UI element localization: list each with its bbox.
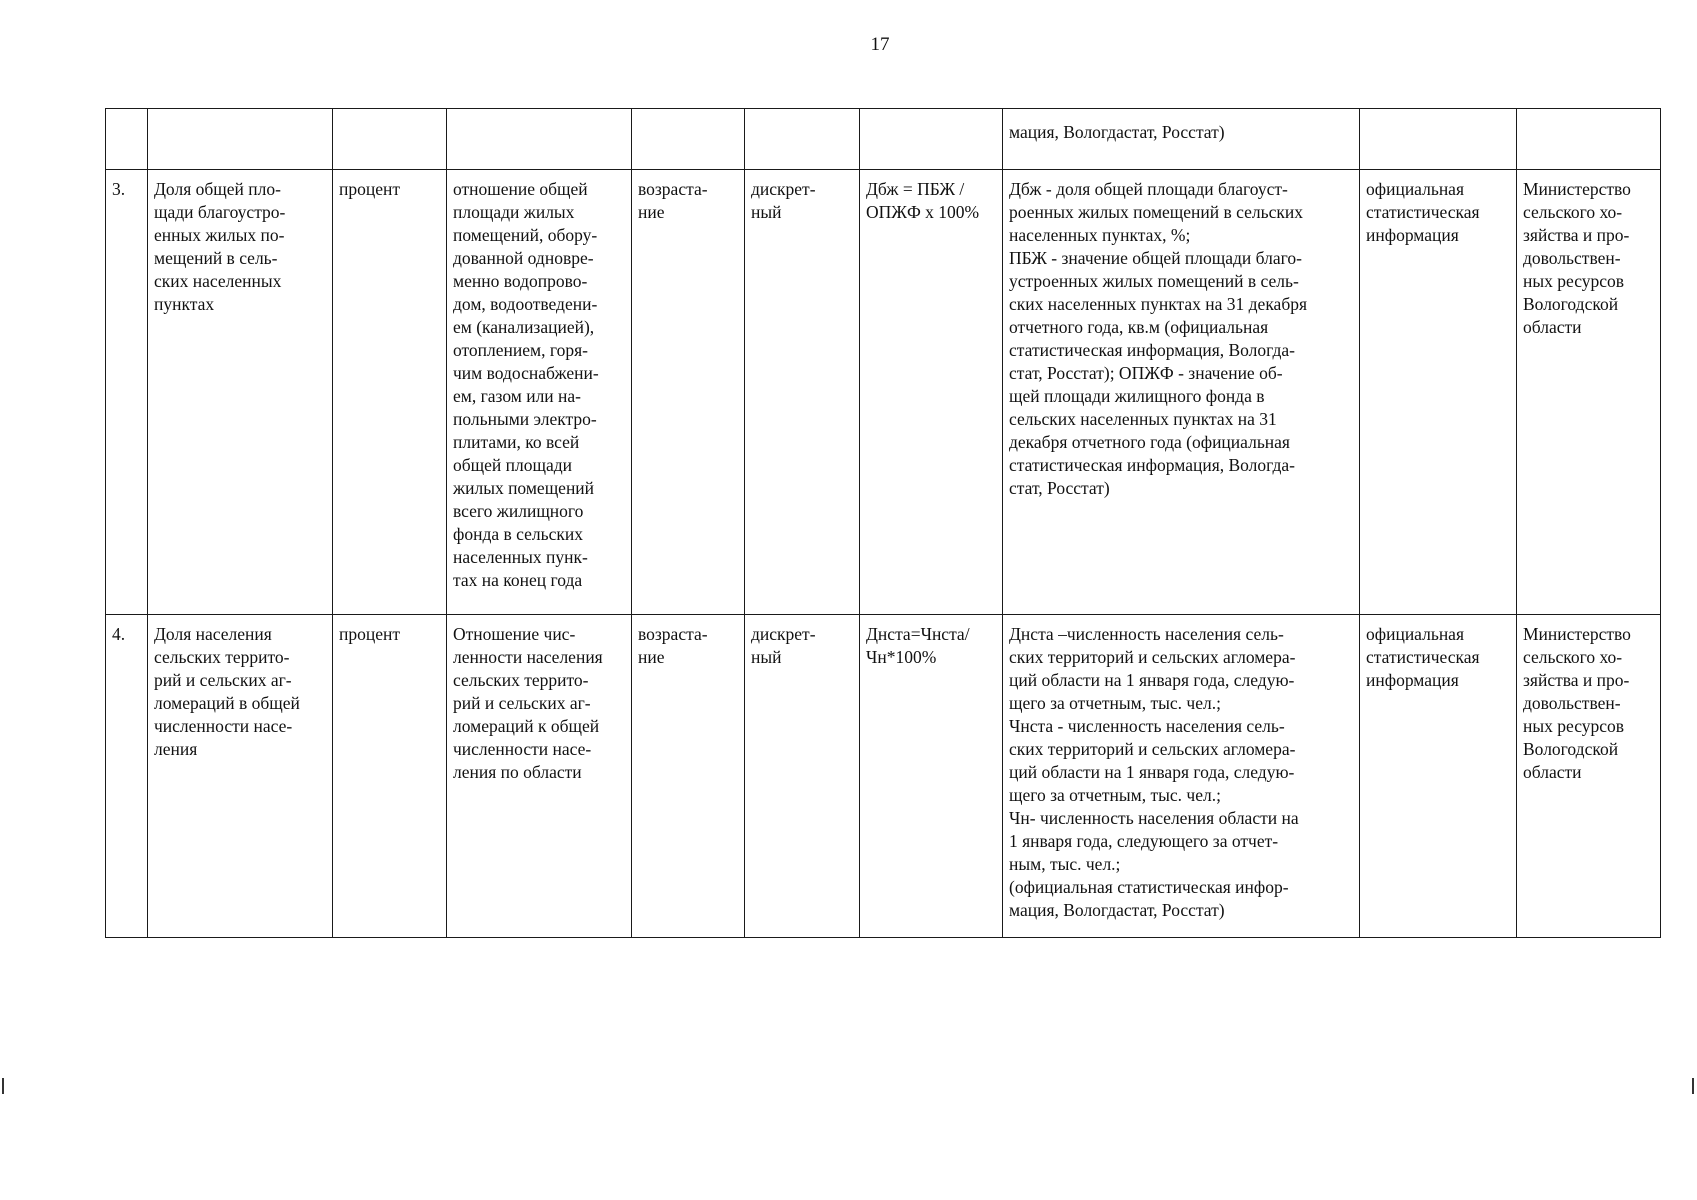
cell-type: дискрет- ный bbox=[745, 170, 860, 615]
cell-name: Доля общей пло- щади благоустро- енных жилых по- мещений в сель- ских населенных пунктах bbox=[148, 170, 333, 615]
cell-trend: возраста- ние bbox=[632, 615, 745, 938]
cell-unit bbox=[333, 109, 447, 170]
cell-formula: Днста=Чнста/ Чн*100% bbox=[860, 615, 1003, 938]
cell-name: Доля населения сельских террито- рий и сельских аг- ломераций в общей численности насе- ления bbox=[148, 615, 333, 938]
cell-num: 3. bbox=[106, 170, 148, 615]
right-margin-mark bbox=[1692, 1078, 1694, 1094]
left-margin-mark bbox=[2, 1078, 4, 1094]
cell-trend: возраста- ние bbox=[632, 170, 745, 615]
cell-source bbox=[1360, 109, 1517, 170]
cell-trend bbox=[632, 109, 745, 170]
cell-formula bbox=[860, 109, 1003, 170]
cell-unit: процент bbox=[333, 615, 447, 938]
table-row bbox=[106, 170, 1661, 615]
cell-source: официальная статистическая информация bbox=[1360, 615, 1517, 938]
table-row bbox=[106, 615, 1661, 938]
cell-definition: отношение общей площади жилых помещений, обору- дованной одновре- менно водопрово- дом, водоотведени- ем (канализацией), отоплением, горя- чим водоснабжени- ем, газом или на- польными электро- плитами, ко всей общей площади жилых помещений всего жилищного фонда в сельских населенных пунк- тах на конец года bbox=[447, 170, 632, 615]
cell-responsible: Министерство сельского хо- зяйства и про- довольствен- ных ресурсов Вологодской области bbox=[1517, 615, 1661, 938]
table-row-continuation bbox=[106, 109, 1661, 170]
cell-formula: Дбж = ПБЖ / ОПЖФ x 100% bbox=[860, 170, 1003, 615]
cell-description: мация, Вологдастат, Росстат) bbox=[1003, 109, 1360, 170]
cell-definition: Отношение чис- ленности населения сельских террито- рий и сельских аг- ломераций к общей численности насе- ления по области bbox=[447, 615, 632, 938]
cell-description: Дбж - доля общей площади благоуст- роенных жилых помещений в сельских населенных пунктах, %; ПБЖ - значение общей площади благо- устроенных жилых помещений в сель- ских населенных пунктах на 31 декабря отчетного года, кв.м (официальная статистическая информация, Вологда- стат, Росстат); ОПЖФ - значение об- щей площади жилищного фонда в сельских населенных пунктах на 31 декабря отчетного года (официальная статистическая информация, Вологда- стат, Росстат) bbox=[1003, 170, 1360, 615]
cell-num bbox=[106, 109, 148, 170]
cell-definition bbox=[447, 109, 632, 170]
indicators-table bbox=[105, 108, 1661, 938]
cell-unit: процент bbox=[333, 170, 447, 615]
page-number: 17 bbox=[870, 34, 890, 55]
cell-type bbox=[745, 109, 860, 170]
cell-name bbox=[148, 109, 333, 170]
cell-responsible bbox=[1517, 109, 1661, 170]
cell-description: Днста –численность населения сель- ских территорий и сельских агломера- ций области на 1 января года, следую- щего за отчетным, тыс. чел.; Чнста - численность населения сель- ских территорий и сельских агломера- ций области на 1 января года, следую- щего за отчетным, тыс. чел.; Чн- численность населения области на 1 января года, следующего за отчет- ным, тыс. чел.; (официальная статистическая инфор- мация, Вологдастат, Росстат) bbox=[1003, 615, 1360, 938]
cell-num: 4. bbox=[106, 615, 148, 938]
cell-type: дискрет- ный bbox=[745, 615, 860, 938]
cell-source: официальная статистическая информация bbox=[1360, 170, 1517, 615]
cell-responsible: Министерство сельского хо- зяйства и про- довольствен- ных ресурсов Вологодской области bbox=[1517, 170, 1661, 615]
